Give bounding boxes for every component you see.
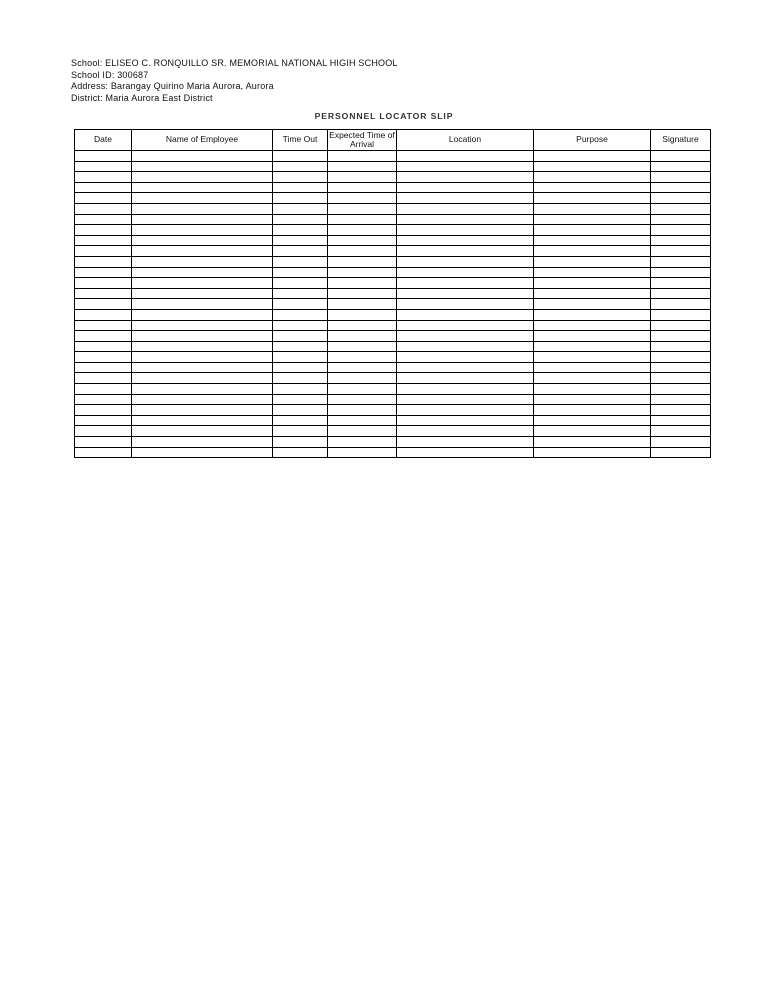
table-row [75,235,711,246]
cell-expected-arrival[interactable] [328,373,397,384]
cell-purpose[interactable] [534,193,651,204]
cell-time-out[interactable] [273,447,328,458]
cell-location[interactable] [397,235,534,246]
cell-employee-name[interactable] [132,246,273,257]
table-row [75,362,711,373]
cell-signature[interactable] [651,415,711,426]
cell-time-out[interactable] [273,320,328,331]
cell-expected-arrival[interactable] [328,161,397,172]
cell-signature[interactable] [651,225,711,236]
cell-purpose[interactable] [534,288,651,299]
cell-date[interactable] [75,203,132,214]
cell-purpose[interactable] [534,151,651,162]
cell-signature[interactable] [651,256,711,267]
cell-date[interactable] [75,405,132,416]
cell-purpose[interactable] [534,394,651,405]
cell-signature[interactable] [651,309,711,320]
cell-employee-name[interactable] [132,161,273,172]
column-header-employee-name: Name of Employee [132,130,273,151]
cell-purpose[interactable] [534,203,651,214]
cell-signature[interactable] [651,384,711,395]
cell-signature[interactable] [651,352,711,363]
column-header-expected-arrival: Expected Time of Arrival [329,129,395,149]
cell-location[interactable] [397,299,534,310]
cell-date[interactable] [75,225,132,236]
table-row [75,151,711,162]
table-row [75,331,711,342]
cell-date[interactable] [75,341,132,352]
cell-location[interactable] [397,246,534,257]
cell-time-out[interactable] [273,299,328,310]
cell-time-out[interactable] [273,288,328,299]
cell-employee-name[interactable] [132,172,273,183]
table-row [75,299,711,310]
cell-date[interactable] [75,320,132,331]
cell-purpose[interactable] [534,214,651,225]
cell-location[interactable] [397,278,534,289]
cell-date[interactable] [75,362,132,373]
table-row [75,246,711,257]
cell-location[interactable] [397,161,534,172]
cell-date[interactable] [75,331,132,342]
table-row [75,256,711,267]
cell-employee-name[interactable] [132,256,273,267]
cell-purpose[interactable] [534,447,651,458]
cell-employee-name[interactable] [132,352,273,363]
cell-location[interactable] [397,267,534,278]
cell-signature[interactable] [651,331,711,342]
cell-employee-name[interactable] [132,426,273,437]
cell-purpose[interactable] [534,320,651,331]
cell-signature[interactable] [651,278,711,289]
cell-time-out[interactable] [273,256,328,267]
cell-time-out[interactable] [273,394,328,405]
table-row [75,161,711,172]
cell-time-out[interactable] [273,405,328,416]
table-body [75,151,711,458]
column-header-date: Date [75,130,132,151]
cell-time-out[interactable] [273,309,328,320]
table-row [75,203,711,214]
cell-location[interactable] [397,151,534,162]
cell-signature[interactable] [651,437,711,448]
cell-date[interactable] [75,151,132,162]
cell-purpose[interactable] [534,437,651,448]
cell-date[interactable] [75,288,132,299]
cell-location[interactable] [397,384,534,395]
cell-expected-arrival[interactable] [328,362,397,373]
cell-date[interactable] [75,299,132,310]
cell-employee-name[interactable] [132,447,273,458]
cell-employee-name[interactable] [132,309,273,320]
table-row [75,384,711,395]
cell-employee-name[interactable] [132,331,273,342]
cell-time-out[interactable] [273,415,328,426]
cell-location[interactable] [397,352,534,363]
cell-purpose[interactable] [534,331,651,342]
page-title: PERSONNEL LOCATOR SLIP [314,111,454,121]
cell-employee-name[interactable] [132,415,273,426]
cell-date[interactable] [75,214,132,225]
cell-purpose[interactable] [534,246,651,257]
cell-employee-name[interactable] [132,288,273,299]
cell-employee-name[interactable] [132,320,273,331]
cell-location[interactable] [397,193,534,204]
cell-purpose[interactable] [534,161,651,172]
cell-location[interactable] [397,341,534,352]
cell-location[interactable] [397,415,534,426]
cell-purpose[interactable] [534,278,651,289]
cell-location[interactable] [397,426,534,437]
cell-time-out[interactable] [273,235,328,246]
cell-location[interactable] [397,373,534,384]
cell-expected-arrival[interactable] [328,225,397,236]
cell-location[interactable] [397,309,534,320]
table-row [75,182,711,193]
cell-expected-arrival[interactable] [328,331,397,342]
table-row [75,214,711,225]
table-header-row [75,130,711,151]
cell-employee-name[interactable] [132,203,273,214]
cell-purpose[interactable] [534,235,651,246]
cell-location[interactable] [397,447,534,458]
table-row [75,172,711,183]
cell-signature[interactable] [651,341,711,352]
table-row [75,267,711,278]
cell-employee-name[interactable] [132,384,273,395]
cell-date[interactable] [75,426,132,437]
cell-purpose[interactable] [534,415,651,426]
table-row [75,415,711,426]
cell-signature[interactable] [651,394,711,405]
cell-employee-name[interactable] [132,299,273,310]
cell-purpose[interactable] [534,172,651,183]
cell-expected-arrival[interactable] [328,447,397,458]
column-header-signature: Signature [651,130,711,151]
cell-employee-name[interactable] [132,278,273,289]
table-row [75,341,711,352]
cell-employee-name[interactable] [132,225,273,236]
school-district: District: Maria Aurora East District [71,92,213,103]
cell-location[interactable] [397,225,534,236]
cell-date[interactable] [75,309,132,320]
cell-employee-name[interactable] [132,362,273,373]
cell-signature[interactable] [651,373,711,384]
cell-employee-name[interactable] [132,437,273,448]
cell-time-out[interactable] [273,193,328,204]
cell-location[interactable] [397,437,534,448]
cell-employee-name[interactable] [132,182,273,193]
cell-location[interactable] [397,288,534,299]
cell-purpose[interactable] [534,341,651,352]
cell-location[interactable] [397,182,534,193]
cell-expected-arrival[interactable] [328,193,397,204]
cell-purpose[interactable] [534,267,651,278]
table-row [75,352,711,363]
cell-expected-arrival[interactable] [328,267,397,278]
cell-signature[interactable] [651,267,711,278]
cell-employee-name[interactable] [132,193,273,204]
cell-signature[interactable] [651,426,711,437]
cell-signature[interactable] [651,161,711,172]
document-header [71,58,398,104]
table-row [75,373,711,384]
cell-time-out[interactable] [273,341,328,352]
cell-signature[interactable] [651,193,711,204]
cell-purpose[interactable] [534,362,651,373]
cell-signature[interactable] [651,214,711,225]
cell-location[interactable] [397,331,534,342]
cell-expected-arrival[interactable] [328,394,397,405]
cell-purpose[interactable] [534,352,651,363]
locator-slip-table [74,129,711,458]
school-id: School ID: 300687 [71,69,149,80]
column-header-time-out: Time Out [273,130,328,151]
cell-time-out[interactable] [273,437,328,448]
cell-time-out[interactable] [273,172,328,183]
cell-expected-arrival[interactable] [328,235,397,246]
cell-employee-name[interactable] [132,267,273,278]
cell-time-out[interactable] [273,203,328,214]
cell-expected-arrival[interactable] [328,405,397,416]
cell-employee-name[interactable] [132,373,273,384]
cell-expected-arrival[interactable] [328,309,397,320]
cell-purpose[interactable] [534,309,651,320]
cell-date[interactable] [75,256,132,267]
cell-time-out[interactable] [273,331,328,342]
cell-date[interactable] [75,193,132,204]
cell-location[interactable] [397,394,534,405]
cell-location[interactable] [397,214,534,225]
table-row [75,225,711,236]
cell-signature[interactable] [651,299,711,310]
cell-signature[interactable] [651,246,711,257]
cell-purpose[interactable] [534,405,651,416]
column-header-location: Location [397,130,534,151]
cell-date[interactable] [75,172,132,183]
cell-expected-arrival[interactable] [328,203,397,214]
cell-expected-arrival[interactable] [328,182,397,193]
cell-expected-arrival[interactable] [328,246,397,257]
cell-purpose[interactable] [534,384,651,395]
table-row [75,447,711,458]
table-row [75,288,711,299]
cell-expected-arrival[interactable] [328,299,397,310]
cell-time-out[interactable] [273,161,328,172]
cell-employee-name[interactable] [132,151,273,162]
school-name: School: ELISEO C. RONQUILLO SR. MEMORIAL NATIONAL HIGIH SCHOOL [71,58,398,68]
cell-location[interactable] [397,256,534,267]
cell-location[interactable] [397,203,534,214]
cell-time-out[interactable] [273,246,328,257]
cell-date[interactable] [75,373,132,384]
cell-expected-arrival[interactable] [328,341,397,352]
cell-signature[interactable] [651,320,711,331]
cell-location[interactable] [397,362,534,373]
cell-expected-arrival[interactable] [328,278,397,289]
cell-date[interactable] [75,278,132,289]
cell-location[interactable] [397,320,534,331]
cell-expected-arrival[interactable] [328,415,397,426]
cell-date[interactable] [75,447,132,458]
table-row [75,278,711,289]
table-row [75,405,711,416]
cell-expected-arrival[interactable] [328,151,397,162]
table-row [75,320,711,331]
cell-employee-name[interactable] [132,214,273,225]
cell-expected-arrival[interactable] [328,288,397,299]
cell-signature[interactable] [651,405,711,416]
cell-date[interactable] [75,437,132,448]
cell-employee-name[interactable] [132,235,273,246]
column-header-purpose: Purpose [534,130,651,151]
cell-purpose[interactable] [534,182,651,193]
cell-expected-arrival[interactable] [328,320,397,331]
table-row [75,394,711,405]
cell-time-out[interactable] [273,352,328,363]
cell-location[interactable] [397,172,534,183]
cell-purpose[interactable] [534,225,651,236]
cell-expected-arrival[interactable] [328,172,397,183]
cell-signature[interactable] [651,288,711,299]
cell-time-out[interactable] [273,267,328,278]
table-row [75,437,711,448]
cell-location[interactable] [397,405,534,416]
cell-date[interactable] [75,182,132,193]
cell-time-out[interactable] [273,225,328,236]
cell-time-out[interactable] [273,373,328,384]
table-header [75,130,711,151]
cell-expected-arrival[interactable] [328,437,397,448]
cell-expected-arrival[interactable] [328,256,397,267]
cell-purpose[interactable] [534,299,651,310]
cell-signature[interactable] [651,151,711,162]
cell-expected-arrival[interactable] [328,214,397,225]
cell-date[interactable] [75,246,132,257]
school-address: Address: Barangay Quirino Maria Aurora, Aurora [71,81,274,91]
cell-signature[interactable] [651,182,711,193]
cell-time-out[interactable] [273,182,328,193]
cell-time-out[interactable] [273,278,328,289]
cell-expected-arrival[interactable] [328,426,397,437]
cell-time-out[interactable] [273,384,328,395]
cell-employee-name[interactable] [132,341,273,352]
cell-expected-arrival[interactable] [328,352,397,363]
cell-date[interactable] [75,352,132,363]
cell-purpose[interactable] [534,426,651,437]
cell-employee-name[interactable] [132,405,273,416]
cell-purpose[interactable] [534,256,651,267]
cell-date[interactable] [75,235,132,246]
cell-signature[interactable] [651,172,711,183]
table-row [75,309,711,320]
cell-purpose[interactable] [534,373,651,384]
cell-time-out[interactable] [273,151,328,162]
cell-employee-name[interactable] [132,394,273,405]
table-row [75,193,711,204]
table-row [75,426,711,437]
cell-date[interactable] [75,161,132,172]
cell-expected-arrival[interactable] [328,384,397,395]
cell-date[interactable] [75,394,132,405]
cell-date[interactable] [75,384,132,395]
cell-time-out[interactable] [273,362,328,373]
cell-signature[interactable] [651,203,711,214]
cell-date[interactable] [75,267,132,278]
cell-signature[interactable] [651,362,711,373]
cell-signature[interactable] [651,447,711,458]
cell-date[interactable] [75,415,132,426]
cell-time-out[interactable] [273,426,328,437]
cell-signature[interactable] [651,235,711,246]
cell-time-out[interactable] [273,214,328,225]
